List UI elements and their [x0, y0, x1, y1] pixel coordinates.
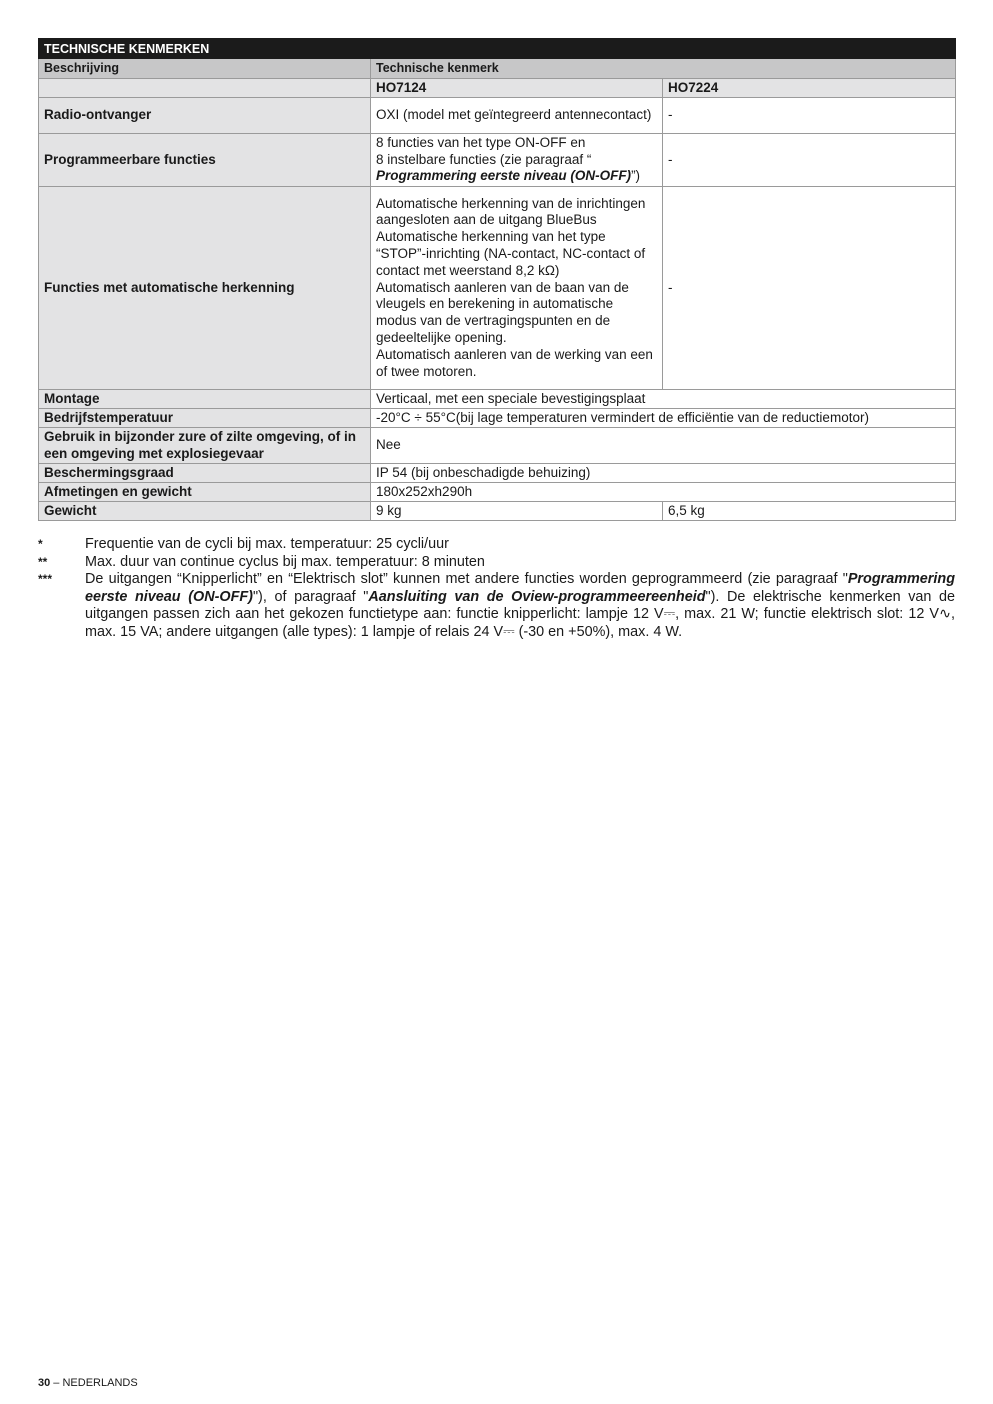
program-line1: 8 functies van het type ON-OFF en [376, 134, 586, 150]
footnote-text-part: "), of paragraaf " [252, 588, 369, 605]
footnote-mark: *** [38, 572, 53, 586]
table-row [39, 502, 956, 521]
acidic-value: Nee [371, 428, 956, 464]
table-row [39, 464, 956, 483]
dimensions-value: 180x252xh290h [371, 483, 956, 502]
program-line2: 8 instelbare functies (zie paragraaf “ [376, 151, 592, 167]
weight-ho7224-value: 6,5 kg [663, 502, 956, 521]
program-line-end: ”) [631, 168, 641, 184]
footnote-text [85, 571, 955, 641]
col-description-header: Beschrijving [39, 59, 371, 79]
mounting-value: Verticaal, met een speciale bevestigingsplaat [371, 390, 956, 409]
table-row [39, 98, 956, 134]
autodetect-ho7124-value [371, 187, 663, 390]
row-label: Montage [39, 390, 371, 409]
footnote-3 [38, 571, 955, 641]
table-row [39, 409, 956, 428]
column-header-row [39, 59, 956, 79]
footnote-text: Frequentie van de cycli bij max. temperatuur: 25 cycli/uur [85, 536, 449, 552]
footer-language: – NEDERLANDS [50, 1377, 138, 1389]
footnote-text-part: De uitgangen “Knipperlicht” en “Elektrisch slot” kunnen met andere functies worden geprogrammeerd (zie paragraaf " [85, 571, 848, 587]
footnote-mark: * [38, 537, 43, 551]
model-header-blank [39, 79, 371, 98]
autodetect-item-1: Automatische herkenning van de inrichtingen aangesloten aan de uitgang BlueBus [376, 195, 646, 228]
footnotes [38, 536, 955, 641]
row-label: Afmetingen en gewicht [39, 483, 371, 502]
program-reference: Programmering eerste niveau (ON-OFF) [376, 168, 632, 184]
page-footer [38, 1377, 138, 1389]
footnote-reference: Aansluiting van de Oview-programmeereenheid [368, 588, 706, 605]
technical-specs-table [38, 38, 956, 521]
radio-ho7124-value: OXI (model met geïntegreerd antennecontact) [371, 98, 663, 134]
table-row [39, 428, 956, 464]
footnote-reference: Programmering eerste niveau (ON-OFF) [85, 571, 955, 605]
autodetect-item-3: Automatisch aanleren van de baan van de vleugels en berekening in automatische modus van de vertragingspunten en de gedeeltelijke opening. [376, 279, 629, 345]
model-ho7124-header: HO7124 [371, 79, 663, 98]
table-row [39, 134, 956, 187]
model-header-row [39, 79, 956, 98]
table-title: TECHNISCHE KENMERKEN [39, 39, 956, 59]
temperature-value: -20°C ÷ 55°C(bij lage temperaturen vermindert de efficiëntie van de reductiemotor) [371, 409, 956, 428]
program-ho7224-value: - [663, 134, 956, 187]
model-ho7224-header: HO7224 [663, 79, 956, 98]
row-label: Radio-ontvanger [39, 98, 371, 134]
autodetect-item-4: Automatisch aanleren van de werking van een of twee motoren. [376, 346, 653, 379]
footnote-2 [38, 554, 955, 572]
footnote-mark: ** [38, 554, 48, 569]
row-label: Functies met automatische herkenning [39, 187, 371, 390]
program-ho7124-value [371, 134, 663, 187]
weight-ho7124-value: 9 kg [371, 502, 663, 521]
radio-ho7224-value: - [663, 98, 956, 134]
table-row [39, 187, 956, 390]
protection-value: IP 54 (bij onbeschadigde behuizing) [371, 464, 956, 483]
footnote-text-part: "). De elektrische kenmerken van de uitgangen passen zich aan het gekozen functietype aan: functie knipperlicht: lampje 12 V⎓, max. 21 W; functie elektrisch slot: 12 V∿, max. 15 VA; andere uitgangen (alle types): 1 lampje of relais 24 V⎓ (-30 en +50%), max. 4 W. [85, 588, 956, 640]
table-row [39, 390, 956, 409]
page-number: 30 [38, 1377, 51, 1389]
row-label: Gebruik in bijzonder zure of zilte omgeving, of in een omgeving met explosiegevaar [39, 428, 371, 464]
autodetect-ho7224-value: - [663, 187, 956, 390]
footnote-1 [38, 536, 955, 554]
col-specs-header: Technische kenmerk [371, 59, 956, 79]
row-label: Gewicht [39, 502, 371, 521]
footnote-text: Max. duur van continue cyclus bij max. temperatuur: 8 minuten [85, 553, 485, 570]
row-label: Programmeerbare functies [39, 134, 371, 187]
table-row [39, 483, 956, 502]
row-label: Beschermingsgraad [39, 464, 371, 483]
table-title-row [39, 39, 956, 59]
row-label: Bedrijfstemperatuur [39, 409, 371, 428]
autodetect-item-2: Automatische herkenning van het type “STOP”-inrichting (NA-contact, NC-contact of contact met weerstand 8,2 kΩ) [376, 229, 646, 278]
